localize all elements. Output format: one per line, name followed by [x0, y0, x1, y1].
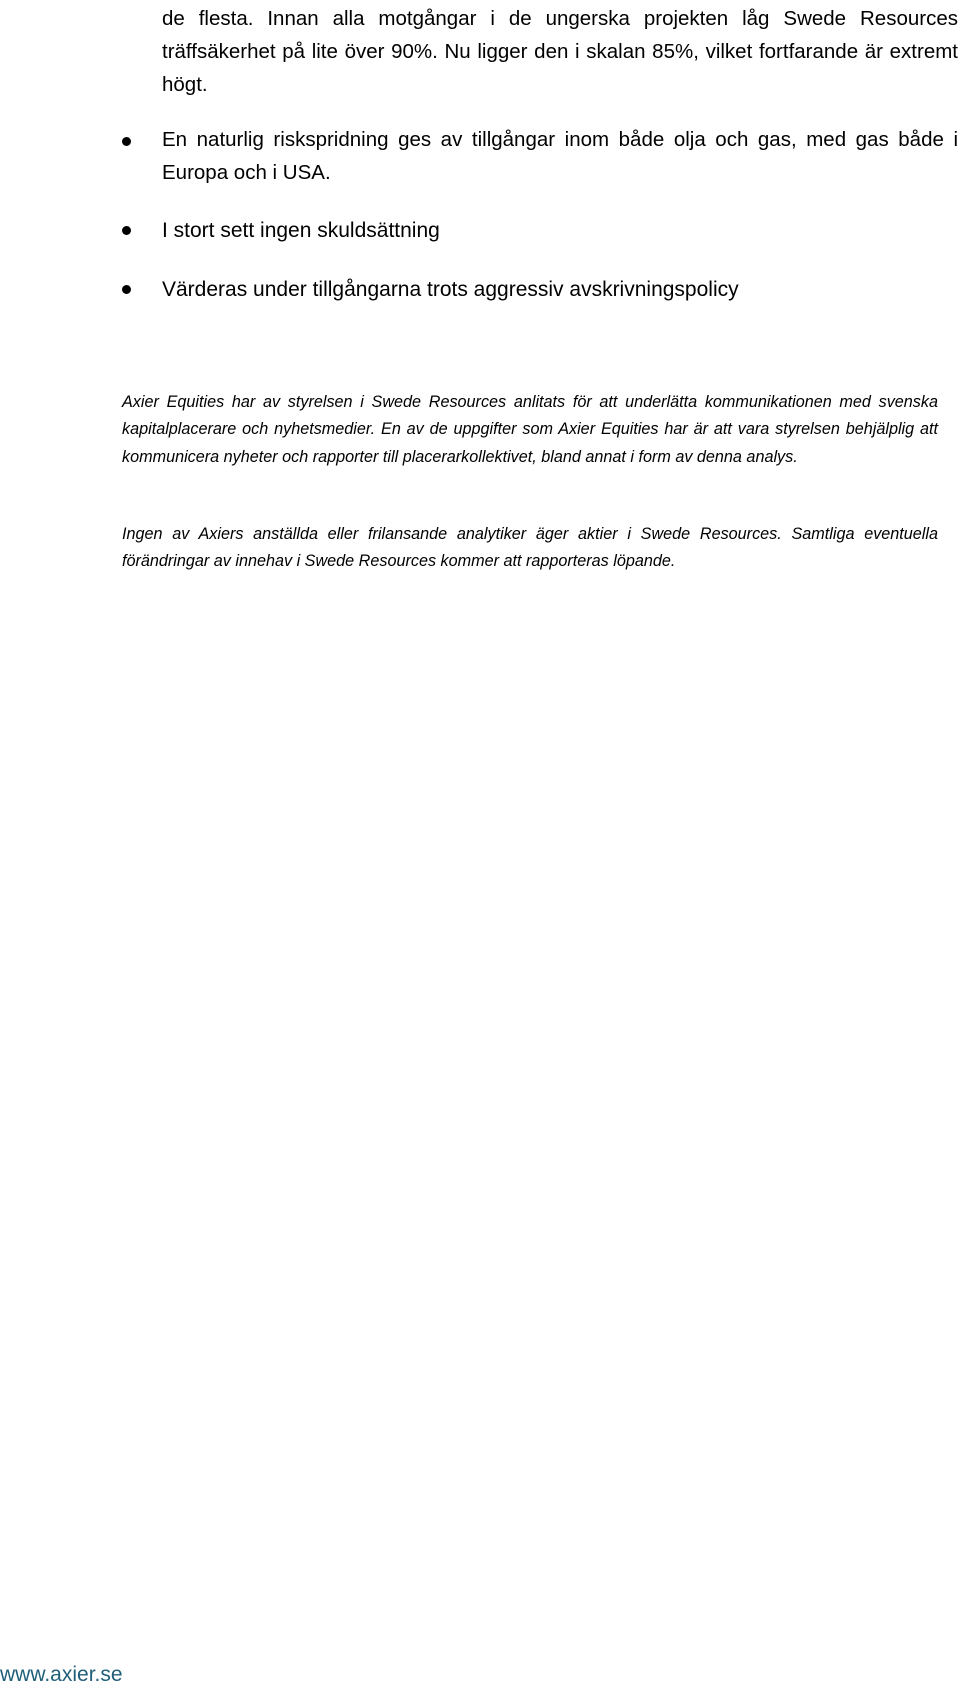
bullet-dot-icon: [122, 137, 131, 146]
disclaimer-paragraph: Axier Equities har av styrelsen i Swede Resources anlitats för att underlätta kommunikationen med svenska kapitalplacerare och nyhetsmedier. En av de uppgifter som Axier Equities har är att vara styrelsen behjälplig att kommunicera nyheter och rapporter till placerarkollektivet, bland annat i form av denna analys.: [122, 393, 938, 466]
bullet-text: I stort sett ingen skuldsättning: [162, 219, 440, 242]
bullet-text: En naturlig riskspridning ges av tillgångar inom både olja och gas, med gas både i Europa och i USA.: [162, 128, 958, 184]
bullet-dot-icon: [122, 285, 131, 294]
bullet-text: Värderas under tillgångarna trots aggressiv avskrivningspolicy: [162, 278, 739, 301]
bullet-dot-icon: [122, 226, 131, 235]
continuation-paragraph: de flesta. Innan alla motgångar i de ungerska projekten låg Swede Resources träffsäkerhet på lite över 90%. Nu ligger den i skalan 85%, vilket fortfarande är extremt högt.: [162, 7, 958, 96]
footer-website-link[interactable]: www.axier.se: [0, 1663, 123, 1686]
disclaimer-paragraph: Ingen av Axiers anställda eller frilansande analytiker äger aktier i Swede Resources. Samtliga eventuella förändringar av innehav i Swede Resources kommer att rapporteras löpande.: [122, 525, 938, 571]
